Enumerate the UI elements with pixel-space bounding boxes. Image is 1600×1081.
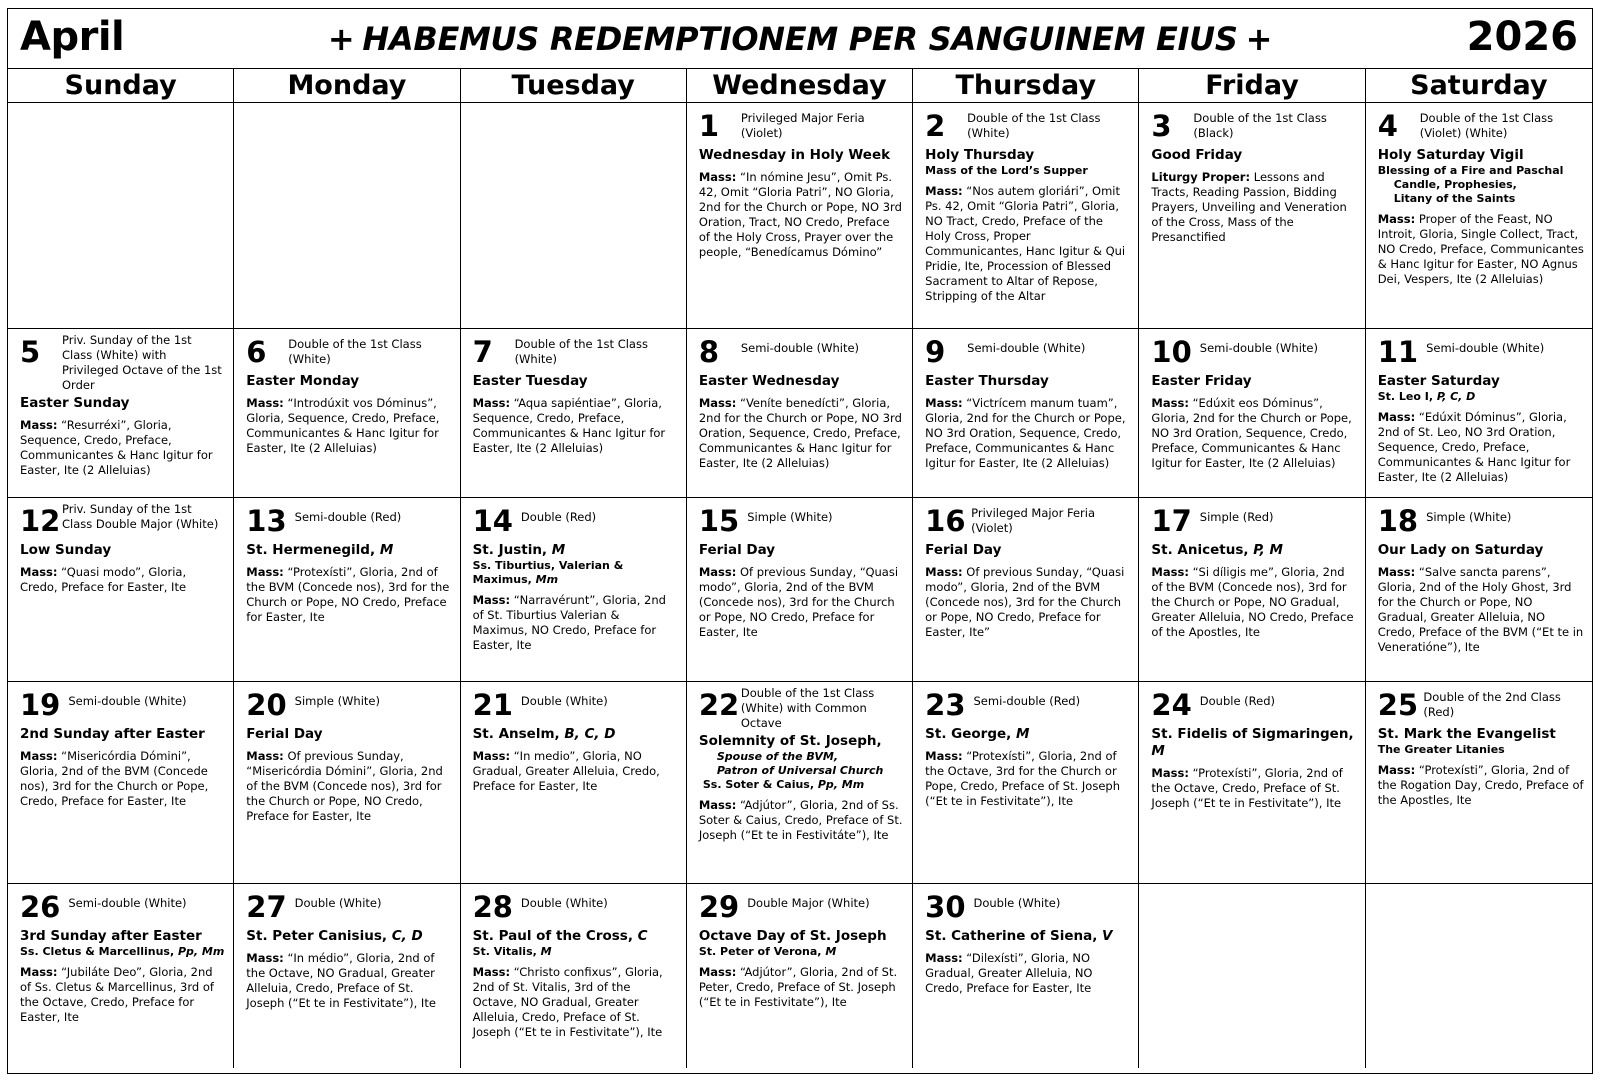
mass-notes	[699, 965, 904, 1010]
mass-text: “Protexísti”, Gloria, 2nd of the Rogation Day, Credo, Preface of the Apostles, Ite	[1377, 763, 1584, 807]
empty-day-cell	[234, 103, 460, 329]
mass-label: Mass:	[246, 396, 284, 410]
feast-title: Easter Tuesday	[472, 373, 588, 389]
mass-notes	[699, 170, 904, 260]
calendar-title-row	[8, 9, 1592, 69]
feast-subtitle: Blessing of a Fire and Paschal	[1377, 164, 1564, 177]
saint-title-abbrev: Pp, Mm	[177, 945, 225, 958]
feast-title: Easter Sunday	[20, 395, 130, 411]
day-cell-9	[913, 329, 1139, 498]
day-rank: Double (White)	[520, 896, 608, 910]
day-rank: Double (Red)	[1199, 694, 1276, 708]
day-rank: Double of the 1st Class (Violet) (White)	[1419, 111, 1554, 140]
day-rank: Semi-double (White)	[1199, 341, 1318, 355]
mass-notes	[20, 749, 225, 809]
saint-title-abbrev: M	[1151, 743, 1165, 759]
day-cell-30	[913, 884, 1139, 1068]
mass-notes	[699, 565, 904, 640]
saint-name: St. Hermenegild,	[246, 542, 380, 558]
day-cell-13	[234, 498, 460, 682]
saint-name: St. Fidelis of Sigmaringen,	[1151, 726, 1354, 742]
mass-notes	[473, 965, 678, 1040]
day-cell-14	[461, 498, 687, 682]
feast-subtitle: Mass of the Lord’s Supper	[925, 164, 1088, 177]
day-number: 12	[20, 504, 61, 538]
feast-title: Octave Day of St. Joseph	[698, 928, 887, 944]
day-rank: Simple (Red)	[1199, 510, 1274, 524]
day-number: 11	[1377, 335, 1419, 369]
saint-title-abbrev: P, C, D	[1436, 390, 1476, 403]
mass-label: Mass:	[472, 396, 511, 410]
day-number: 8	[698, 335, 720, 369]
mass-notes	[1151, 565, 1356, 640]
cross-mark-right: +	[1245, 20, 1273, 58]
day-rank: Priv. Sunday of the 1st Class Double Major (White)	[62, 502, 219, 531]
mass-notes	[1151, 766, 1356, 811]
day-cell-1	[687, 103, 913, 329]
day-rank: Semi-double (White)	[967, 341, 1086, 355]
empty-day-cell	[8, 103, 234, 329]
mass-label: Mass:	[246, 749, 284, 763]
mass-label: Mass:	[698, 396, 737, 410]
mass-text: “Veníte benedícti”, Gloria, 2nd for the Church or Pope, NO 3rd Oration, Sequence, Credo, Preface, Communicantes & Hanc Igitur for Easter, Ite (2 Alleluias)	[698, 396, 902, 470]
day-rank: Semi-double (White)	[740, 341, 860, 355]
mass-label: Mass:	[925, 565, 963, 579]
day-cell-16	[913, 498, 1139, 682]
day-rank: Semi-double (White)	[1426, 341, 1545, 355]
day-rank: Double of the 1st Class (White)	[288, 337, 422, 366]
day-rank: Simple (White)	[747, 510, 833, 524]
day-rank: Double (White)	[294, 896, 382, 910]
mass-text: Of previous Sunday, “Quasi modo”, Gloria, 2nd of the BVM (Concede nos), 3rd for the Church or Pope, NO Credo, Preface for Easter, Ite	[698, 565, 899, 639]
weekday-header: Friday	[1139, 69, 1365, 103]
mass-notes	[1378, 410, 1584, 485]
mass-notes	[246, 749, 451, 824]
mass-text: Proper of the Feast, NO Introit, Gloria, Single Collect, Tract, NO Credo, Preface, Communicantes & Hanc Igitur for Easter, NO Agnus Dei, Vespers, Ite (2 Alleluias)	[1377, 212, 1584, 286]
mass-text: Of previous Sunday, “Misericórdia Dómini”, Gloria, 2nd of the BVM (Concede nos), 3rd for the Church or Pope, NO Credo, Preface for Easter, Ite	[246, 749, 443, 823]
mass-notes	[20, 565, 225, 595]
mass-text: “Resurréxi”, Gloria, Sequence, Credo, Preface, Communicantes & Hanc Igitur for Easter, Ite (2 Alleluias)	[20, 418, 213, 477]
feast-title	[473, 542, 678, 559]
day-cell-22	[687, 682, 913, 884]
feast-title: Good Friday	[1151, 147, 1243, 163]
saint-name: St. Paul of the Cross,	[472, 928, 638, 944]
calendar-grid	[8, 69, 1592, 1073]
day-number: 6	[246, 335, 267, 369]
mass-text: “Salve sancta parens”, Gloria, 2nd of the Holy Ghost, 3rd for the Church or Pope, NO Gradual, Greater Alleluia, NO Credo, Preface of the BVM (“Et te in Veneratióne”), Ite	[1377, 565, 1584, 654]
feast-title: Easter Wednesday	[698, 373, 840, 389]
mass-text: “Protexísti”, Gloria, 2nd of the Octave, 3rd for the Church or Pope, Credo, Preface of St. Joseph (“Et te in Festivitate”), Ite	[925, 749, 1120, 808]
day-number: 14	[472, 504, 513, 538]
day-number: 26	[20, 890, 61, 924]
day-number: 30	[925, 890, 966, 924]
feast-title: Low Sunday	[20, 542, 112, 558]
feast-title	[246, 542, 451, 559]
saint-title-abbrev: Pp, Mm	[817, 778, 865, 791]
day-rank: Semi-double (White)	[68, 694, 187, 708]
mass-notes	[925, 396, 1130, 471]
saint-title-abbrev: C	[637, 928, 648, 944]
day-cell-23	[913, 682, 1139, 884]
month-title: April	[20, 14, 125, 60]
feast-subtitle: The Greater Litanies	[1377, 743, 1505, 756]
saint-name: St. Anselm,	[472, 726, 565, 742]
calendar	[7, 8, 1593, 1074]
day-number: 10	[1151, 335, 1192, 369]
day-cell-24	[1139, 682, 1365, 884]
mass-text: “Jubiláte Deo”, Gloria, 2nd of Ss. Cletus & Marcellinus, 3rd of the Octave, Credo, Preface for Easter, Ite	[20, 965, 214, 1024]
day-number: 28	[472, 890, 513, 924]
day-number: 7	[472, 335, 493, 369]
feast-title: Solemnity of St. Joseph,	[698, 733, 882, 749]
motto-banner	[8, 20, 1592, 58]
feast-subtitle	[473, 945, 678, 959]
mass-text: “Adjútor”, Gloria, 2nd of Ss. Soter & Caius, Credo, Preface of St. Joseph (“Et te in Festivitáte”), Ite	[698, 798, 903, 842]
cross-mark-left: +	[327, 20, 355, 58]
feast-title: Easter Friday	[1151, 373, 1252, 389]
day-rank: Double (White)	[520, 694, 608, 708]
mass-label: Mass:	[246, 565, 284, 579]
day-rank: Double of the 1st Class (Black)	[1193, 111, 1327, 140]
day-rank: Semi-double (Red)	[294, 510, 402, 524]
mass-text: “Protexísti”, Gloria, 2nd of the Octave, Credo, Preface of St. Joseph (“Et te in Festivitate”), Ite	[1151, 766, 1343, 810]
mass-label: Mass:	[925, 749, 963, 763]
feast-subtitle: Spouse of the BVM,	[716, 750, 838, 763]
day-cell-7	[461, 329, 687, 498]
day-number: 1	[698, 109, 720, 143]
saint-name: St. George,	[925, 726, 1016, 742]
day-cell-8	[687, 329, 913, 498]
mass-label: Mass:	[698, 798, 737, 812]
mass-label: Mass:	[472, 593, 511, 607]
day-cell-11	[1366, 329, 1592, 498]
day-cell-17	[1139, 498, 1365, 682]
mass-text: “In nómine Jesu”, Omit Ps. 42, Omit “Gloria Patri”, NO Gloria, 2nd for the Church or Pope, NO 3rd Oration, Tract, NO Credo, Preface of the Holy Cross, Prayer over the people, “Benedícamus Dómino”	[698, 170, 902, 259]
day-rank: Double (Red)	[520, 510, 597, 524]
mass-notes	[473, 593, 678, 653]
day-cell-27	[234, 884, 460, 1068]
mass-text: “Edúxit Dóminus”, Gloria, 2nd of St. Leo, NO 3rd Oration, Sequence, Credo, Preface, Communicantes & Hanc Igitur for Easter, Ite (2 Alleluias)	[1377, 410, 1571, 484]
feast-title	[246, 928, 451, 945]
mass-label: Mass:	[1377, 763, 1416, 777]
mass-text: “Protexísti”, Gloria, 2nd of the BVM (Concede nos), 3rd for the Church or Pope, NO Credo, Preface for Easter, Ite	[246, 565, 450, 624]
empty-day-cell	[1139, 884, 1365, 1068]
weekday-header: Tuesday	[461, 69, 687, 103]
liturgy-label: Liturgy Proper:	[1151, 170, 1251, 184]
mass-label: Mass:	[472, 749, 511, 763]
weekday-header: Saturday	[1366, 69, 1592, 103]
feast-title	[925, 928, 1130, 945]
feast-title: Easter Monday	[246, 373, 360, 389]
mass-notes	[473, 749, 678, 794]
mass-label: Mass:	[1377, 212, 1416, 226]
feast-title	[473, 726, 678, 743]
day-rank: Privileged Major Feria (Violet)	[971, 506, 1096, 535]
day-rank: Simple (White)	[1426, 510, 1512, 524]
saint-name: Ss. Cletus & Marcellinus,	[20, 945, 178, 958]
mass-text: “Aqua sapiéntiae”, Gloria, Sequence, Credo, Preface, Communicantes & Hanc Igitur for Easter, Ite (2 Alleluias)	[472, 396, 666, 455]
day-number: 18	[1377, 504, 1419, 538]
mass-text: “Christo confixus”, Gloria, 2nd of St. Vitalis, 3rd of the Octave, NO Gradual, Greater Alleluia, Credo, Preface of St. Joseph (“Et te in Festivitate”), Ite	[472, 965, 663, 1039]
feast-subtitle: Candle, Prophesies,	[1393, 178, 1517, 191]
feast-title: Wednesday in Holy Week	[698, 147, 891, 163]
day-rank: Double of the 1st Class (White) with Common Octave	[740, 686, 875, 730]
saint-title-abbrev: B, C, D	[564, 726, 616, 742]
saint-title-abbrev: Mm	[535, 573, 559, 586]
saint-title-abbrev: M	[551, 542, 566, 558]
day-number: 16	[925, 504, 966, 538]
mass-label: Mass:	[20, 565, 58, 579]
feast-title: 3rd Sunday after Easter	[20, 928, 202, 944]
day-rank: Privileged Major Feria (Violet)	[740, 111, 865, 140]
feast-title: Ferial Day	[698, 542, 776, 558]
day-rank: Double of the 1st Class (White)	[514, 337, 648, 366]
day-rank: Double of the 1st Class (White)	[967, 111, 1101, 140]
mass-label: Mass:	[925, 184, 963, 198]
saint-name: Ss. Tiburtius, Valerian & Maximus,	[472, 559, 624, 586]
mass-notes	[246, 396, 451, 456]
day-rank: Semi-double (White)	[68, 896, 187, 910]
mass-text: Of previous Sunday, “Quasi modo”, Gloria, 2nd of the BVM (Concede nos), 3rd for the Church or Pope, NO Credo, Preface for Easter, Ite”	[925, 565, 1125, 639]
mass-label: Mass:	[246, 951, 284, 965]
feast-title: Holy Thursday	[925, 147, 1035, 163]
saint-title-abbrev: M	[379, 542, 394, 558]
day-cell-4	[1366, 103, 1592, 329]
feast-title: St. Mark the Evangelist	[1377, 726, 1556, 742]
feast-subtitle	[473, 559, 678, 587]
empty-day-cell	[461, 103, 687, 329]
day-number: 3	[1151, 109, 1172, 143]
day-cell-6	[234, 329, 460, 498]
saint-title-abbrev: M	[540, 945, 552, 958]
day-number: 5	[20, 335, 41, 369]
mass-notes	[1151, 396, 1356, 471]
day-cell-10	[1139, 329, 1365, 498]
feast-title	[1151, 542, 1356, 559]
saint-name: Ss. Soter & Caius,	[702, 778, 818, 791]
saint-name: St. Justin,	[472, 542, 552, 558]
weekday-header: Wednesday	[687, 69, 913, 103]
empty-day-cell	[1366, 884, 1592, 1068]
mass-text: “In médio”, Gloria, 2nd of the Octave, NO Gradual, Greater Alleluia, Credo, Preface of St. Joseph (“Et te in Festivitate”), Ite	[246, 951, 436, 1010]
weekday-header: Thursday	[913, 69, 1139, 103]
day-rank: Double (White)	[973, 896, 1061, 910]
mass-text: “Nos autem gloriári”, Omit Ps. 42, Omit “Gloria Patri”, Gloria, NO Tract, Credo, Preface of the Holy Cross, Proper Communicantes, Hanc Igitur & Qui Pridie, Ite, Procession of Blessed Sacrament to Altar of Repose, Stripping of the Altar	[925, 184, 1126, 303]
feast-title: Our Lady on Saturday	[1377, 542, 1544, 558]
feast-subtitle	[20, 945, 225, 959]
feast-title: Ferial Day	[246, 726, 323, 742]
day-number: 23	[925, 688, 966, 722]
day-cell-18	[1366, 498, 1592, 682]
day-cell-3	[1139, 103, 1365, 329]
feast-subtitle	[699, 945, 904, 959]
saint-name: St. Anicetus,	[1151, 542, 1254, 558]
mass-text: “Introdúxit vos Dóminus”, Gloria, Sequence, Credo, Preface, Communicantes & Hanc Igitur for Easter, Ite (2 Alleluias)	[246, 396, 440, 455]
day-number: 4	[1377, 109, 1398, 143]
mass-label: Mass:	[925, 951, 963, 965]
saint-title-abbrev: C, D	[391, 928, 423, 944]
mass-notes	[925, 565, 1130, 640]
liturgy-notes	[1151, 170, 1356, 245]
saint-name: St. Leo I,	[1377, 390, 1437, 403]
day-number: 22	[698, 688, 740, 722]
mass-text: “Victrícem manum tuam”, Gloria, 2nd for the Church or Pope, NO 3rd Oration, Sequence, Credo, Preface, Communicantes & Hanc Igitur for Easter, Ite (2 Alleluias)	[925, 396, 1126, 470]
saint-name: St. Catherine of Siena,	[925, 928, 1103, 944]
mass-notes	[1378, 763, 1584, 808]
day-number: 29	[698, 890, 740, 924]
saint-title-abbrev: P, M	[1253, 542, 1283, 558]
mass-text: “Quasi modo”, Gloria, Credo, Preface for Easter, Ite	[20, 565, 187, 594]
saint-title-abbrev: M	[1015, 726, 1030, 742]
mass-text: Lessons and Tracts, Reading Passion, Bidding Prayers, Unveiling and Veneration of the Cross, Mass of the Presanctified	[1151, 170, 1347, 244]
mass-notes	[925, 184, 1130, 304]
mass-text: “Adjútor”, Gloria, 2nd of St. Peter, Credo, Preface of St. Joseph (“Et te in Festivitate”), Ite	[698, 965, 898, 1009]
mass-label: Mass:	[1151, 396, 1189, 410]
mass-notes	[925, 951, 1130, 996]
saint-name: St. Peter Canisius,	[246, 928, 392, 944]
day-cell-15	[687, 498, 913, 682]
feast-subtitle	[699, 778, 904, 792]
mass-label: Mass:	[1151, 766, 1189, 780]
mass-notes	[925, 749, 1130, 809]
day-cell-20	[234, 682, 460, 884]
mass-label: Mass:	[1151, 565, 1189, 579]
day-cell-21	[461, 682, 687, 884]
day-rank: Semi-double (Red)	[973, 694, 1081, 708]
feast-title: 2nd Sunday after Easter	[20, 726, 205, 742]
saint-title-abbrev: M	[825, 945, 837, 958]
mass-notes	[699, 798, 904, 843]
mass-text: “Si díligis me”, Gloria, 2nd of the BVM (Concede nos), 3rd for the Church or Pope, NO Gradual, Greater Alleluia, NO Credo, Preface of the Apostles, Ite	[1151, 565, 1354, 639]
mass-label: Mass:	[472, 965, 511, 979]
mass-label: Mass:	[698, 965, 737, 979]
mass-label: Mass:	[20, 965, 58, 979]
day-cell-5	[8, 329, 234, 498]
mass-text: “Narravérunt”, Gloria, 2nd of St. Tiburtius Valerian & Maximus, NO Credo, Preface for Easter, Ite	[472, 593, 666, 652]
day-cell-2	[913, 103, 1139, 329]
day-number: 13	[246, 504, 287, 538]
mass-notes	[1378, 565, 1584, 655]
day-number: 20	[246, 688, 287, 722]
mass-notes	[699, 396, 904, 471]
day-cell-26	[8, 884, 234, 1068]
feast-title	[925, 726, 1130, 743]
mass-label: Mass:	[1377, 565, 1416, 579]
year-title: 2026	[1466, 14, 1578, 60]
mass-text: “Misericórdia Dómini”, Gloria, 2nd of the BVM (Concede nos), 3rd for the Church or Pope, Credo, Preface for Easter, Ite	[20, 749, 209, 808]
day-number: 25	[1377, 688, 1419, 722]
mass-notes	[20, 418, 225, 478]
day-number: 21	[472, 688, 513, 722]
mass-text: “Dilexísti”, Gloria, NO Gradual, Greater Alleluia, NO Credo, Preface for Easter, Ite	[925, 951, 1093, 995]
feast-title	[473, 928, 678, 945]
saint-title-abbrev: V	[1102, 928, 1113, 944]
day-number: 19	[20, 688, 61, 722]
day-rank: Double of the 2nd Class (Red)	[1423, 690, 1561, 719]
day-cell-25	[1366, 682, 1592, 884]
mass-label: Mass:	[698, 170, 737, 184]
feast-title: Easter Thursday	[925, 373, 1049, 389]
mass-label: Mass:	[1377, 410, 1416, 424]
mass-label: Mass:	[698, 565, 737, 579]
mass-text: “Edúxit eos Dóminus”, Gloria, 2nd for the Church or Pope, NO 3rd Oration, Sequence, Credo, Preface, Communicantes & Hanc Igitur for Easter, Ite (2 Alleluias)	[1151, 396, 1352, 470]
saint-name: St. Peter of Verona,	[698, 945, 826, 958]
motto-text: HABEMUS REDEMPTIONEM PER SANGUINEM EIUS	[362, 20, 1238, 58]
weekday-header: Sunday	[8, 69, 234, 103]
feast-title: Ferial Day	[925, 542, 1002, 558]
feast-subtitle	[1378, 390, 1584, 404]
mass-label: Mass:	[20, 749, 58, 763]
feast-subtitle: Patron of Universal Church	[716, 764, 884, 777]
day-number: 2	[925, 109, 946, 143]
feast-title: Easter Saturday	[1377, 373, 1500, 389]
day-cell-29	[687, 884, 913, 1068]
feast-title	[1151, 726, 1356, 760]
weekday-header: Monday	[234, 69, 460, 103]
day-rank: Simple (White)	[294, 694, 380, 708]
mass-notes	[20, 965, 225, 1025]
day-cell-12	[8, 498, 234, 682]
day-cell-19	[8, 682, 234, 884]
mass-label: Mass:	[20, 418, 58, 432]
mass-label: Mass:	[925, 396, 963, 410]
saint-name: St. Vitalis,	[472, 945, 541, 958]
mass-text: “In medio”, Gloria, NO Gradual, Greater Alleluia, Credo, Preface for Easter, Ite	[472, 749, 660, 793]
mass-notes	[246, 951, 451, 1011]
day-rank: Double Major (White)	[747, 896, 870, 910]
mass-notes	[246, 565, 451, 625]
day-number: 24	[1151, 688, 1192, 722]
day-number: 9	[925, 335, 946, 369]
day-number: 15	[698, 504, 740, 538]
mass-notes	[1378, 212, 1584, 287]
feast-subtitle: Litany of the Saints	[1393, 192, 1516, 205]
feast-title: Holy Saturday Vigil	[1377, 147, 1524, 163]
day-cell-28	[461, 884, 687, 1068]
day-rank: Priv. Sunday of the 1st Class (White) with Privileged Octave of the 1st Order	[62, 333, 222, 392]
day-number: 17	[1151, 504, 1192, 538]
day-number: 27	[246, 890, 287, 924]
mass-notes	[473, 396, 678, 456]
